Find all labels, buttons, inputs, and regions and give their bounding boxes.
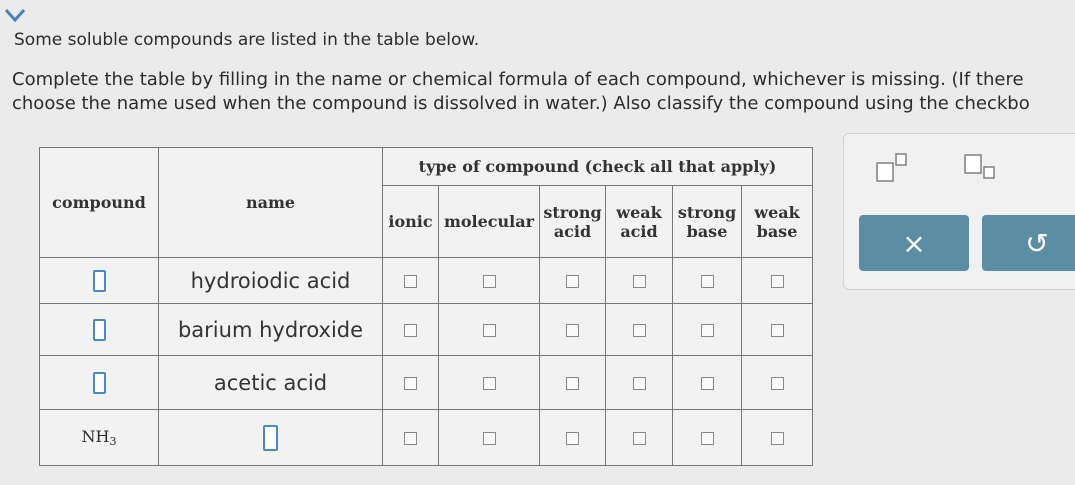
strong-base-checkbox[interactable]: [701, 324, 714, 337]
weak-base-checkbox[interactable]: [771, 275, 784, 288]
formula-input[interactable]: [93, 270, 106, 292]
strong-acid-checkbox[interactable]: [566, 324, 579, 337]
compound-name: barium hydroxide: [159, 304, 383, 356]
header-ionic: ionic: [383, 186, 439, 258]
weak-acid-checkbox[interactable]: [633, 432, 646, 445]
instructions-text: Complete the table by filling in the name or chemical formula of each compound, whichever is missing. (If there choose the name used when the compound is dissolved in water.) Also classify the compound using the checkbo: [12, 69, 1030, 114]
ionic-checkbox[interactable]: [404, 432, 417, 445]
header-compound: compound: [40, 148, 159, 258]
table-row: [40, 410, 813, 466]
clear-button[interactable]: [859, 215, 969, 271]
intro-text: Some soluble compounds are listed in the table below.: [14, 30, 480, 50]
strong-base-checkbox[interactable]: [701, 275, 714, 288]
strong-acid-checkbox[interactable]: [566, 432, 579, 445]
answer-tools-panel: [843, 133, 1075, 290]
header-strong-base: strong base: [673, 186, 742, 258]
close-icon: ×: [902, 226, 926, 260]
ionic-checkbox[interactable]: [404, 324, 417, 337]
table-row: [40, 356, 813, 410]
table-row: [40, 304, 813, 356]
molecular-checkbox[interactable]: [483, 324, 496, 337]
ionic-checkbox[interactable]: [404, 275, 417, 288]
table-row: [40, 258, 813, 304]
weak-base-checkbox[interactable]: [771, 324, 784, 337]
strong-base-checkbox[interactable]: [701, 432, 714, 445]
molecular-checkbox[interactable]: [483, 275, 496, 288]
header-name: name: [159, 148, 383, 258]
undo-icon: ↺: [1025, 226, 1049, 260]
header-strong-acid: strong acid: [540, 186, 606, 258]
weak-acid-checkbox[interactable]: [633, 324, 646, 337]
strong-acid-checkbox[interactable]: [566, 377, 579, 390]
collapse-chevron-icon[interactable]: [2, 4, 32, 28]
name-input[interactable]: [263, 425, 278, 451]
formula-input[interactable]: [93, 319, 106, 341]
formula-input[interactable]: [93, 372, 106, 394]
weak-acid-checkbox[interactable]: [633, 377, 646, 390]
compound-name: hydroiodic acid: [159, 258, 383, 304]
subscript-icon[interactable]: [962, 150, 1002, 186]
header-weak-base: weak base: [742, 186, 813, 258]
undo-button[interactable]: [982, 215, 1075, 271]
compound-table: [39, 147, 813, 466]
header-molecular: molecular: [439, 186, 540, 258]
compound-formula: NH3: [40, 410, 159, 466]
molecular-checkbox[interactable]: [483, 377, 496, 390]
strong-acid-checkbox[interactable]: [566, 275, 579, 288]
ionic-checkbox[interactable]: [404, 377, 417, 390]
superscript-icon[interactable]: [874, 150, 914, 186]
compound-name: acetic acid: [159, 356, 383, 410]
weak-acid-checkbox[interactable]: [633, 275, 646, 288]
weak-base-checkbox[interactable]: [771, 377, 784, 390]
strong-base-checkbox[interactable]: [701, 377, 714, 390]
header-type: type of compound (check all that apply): [383, 148, 813, 186]
molecular-checkbox[interactable]: [483, 432, 496, 445]
weak-base-checkbox[interactable]: [771, 432, 784, 445]
header-weak-acid: weak acid: [606, 186, 673, 258]
